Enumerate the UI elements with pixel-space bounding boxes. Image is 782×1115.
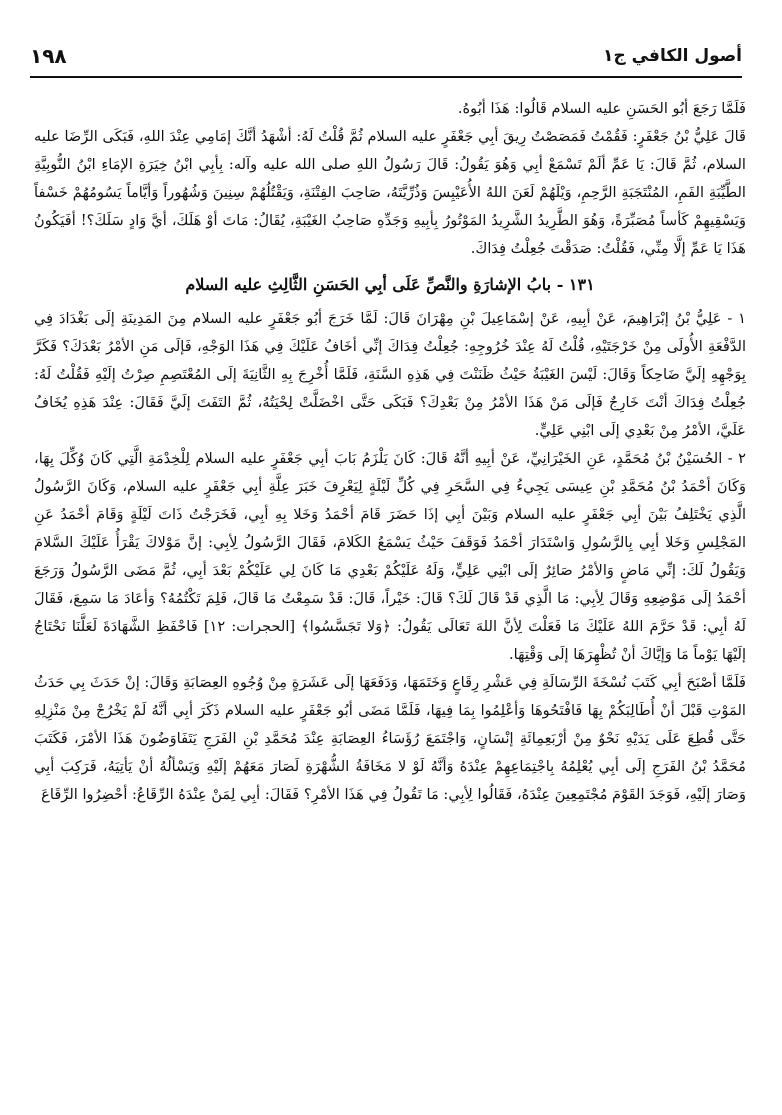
paragraph: فَلَمَّا رَجَعَ أبُو الحَسَنِ عليه السلام قَالُوا: هَذَا أبُوهُ.	[457, 100, 746, 117]
page-body	[34, 95, 746, 809]
chapter-heading: ١٣١ - بابُ الإشارَةِ والنَّصِّ عَلَى أبِي الحَسَنِ الثَّالِثِ عليه السلام	[185, 275, 595, 294]
paragraph: فَلَمَّا أصْبَحَ أبِي كَتَبَ نُسْخَةَ الرِّسَالَةِ فِي عَشْرِ رِقَاعٍ وَخَتَمَهَا، وَدَفَعَهَا إلَى عَشَرَةٍ مِنْ وُجُوهِ العِصَابَةِ وَقَالَ: إنْ حَدَثَ بِي حَدَثُ المَوْتِ قَبْلَ أنْ أُطَالِبَكُمْ بِهَا فَافْتَحُوهَا وَأعْلِمُوا بِمَا فِيهَا، فَلَمَّا مَضَى أبُو جَعْفَرٍ عليه السلام ذَكَرَ أبِي أنَّهُ لَمْ يَخْرُجْ مِنْ مَنْزِلِهِ حَتَّى قُطِعَ عَلَى يَدَيْهِ نَحْوٌ مِنْ أرْبَعِمِائَةِ إنْسَانٍ، وَاجْتَمَعَ رُؤَسَاءُ العِصَابَةِ عِنْدَ مُحَمَّدِ بْنِ الفَرَجِ يَتَفَاوَضُونَ هَذَا الأمْرَ، فَكَتَبَ مُحَمَّدُ بْنُ الفَرَجِ إلَى أبِي يُعْلِمُهُ بِاجْتِمَاعِهِمْ عِنْدَهُ وَأنَّهُ لَوْ لا مَخَافَةُ الشُّهْرَةِ لَصَارَ مَعَهُمْ إلَيْهِ وَيَسْألُهُ أنْ يَأتِيَهُ، فَرَكِبَ أبِي وَصَارَ إلَيْهِ، فَوَجَدَ القَوْمَ مُجْتَمِعِينَ عِنْدَهُ، فَقَالُوا لِأبِي: مَا تَقُولُ فِي هَذَا الأمْرِ؟ فَقَالَ: أبِي لِمَنْ عِنْدَهُ الرِّقَاعُ: أحْضِرُوا الرِّقَاعَ	[34, 674, 746, 803]
paragraph: ١ - عَلِيُّ بْنُ إبْرَاهِيمَ، عَنْ أبِيهِ، عَنْ إسْمَاعِيلَ بْنِ مِهْرَانَ قَالَ: لَمَّا خَرَجَ أبُو جَعْفَرٍ عليه السلام مِنَ المَدِينَةِ إلَى بَغْدَادَ فِي الدَّفْعَةِ الأُولَى مِنْ خَرْجَتَيْهِ، قُلْتُ لَهُ عِنْدَ خُرُوجِهِ: جُعِلْتُ فِدَاكَ إنِّي أخَافُ عَلَيْكَ فِي هَذَا الوَجْهِ، فَإلَى مَنِ الأمْرُ بَعْدَكَ؟ فَكَرَّ بِوَجْهِهِ إلَيَّ ضَاحِكاً وَقَالَ: لَيْسَ الغَيْبَةُ حَيْثُ ظَنَنْتَ فِي هَذِهِ السَّنَةِ، فَلَمَّا أُخْرِجَ بِهِ الثَّانِيَةَ إلَى المُعْتَصِمِ صِرْتُ إلَيْهِ فَقُلْتُ لَهُ: جُعِلْتُ فِدَاكَ أنْتَ خَارِجٌ فَإلَى مَنْ هَذَا الأمْرُ مِنْ بَعْدِكَ؟ فَبَكَى حَتَّى اخْضَلَّتْ لِحْيَتُهُ، ثُمَّ التَفَتَ إلَيَّ فَقَالَ: عِنْدَ هَذِهِ يُخَافُ عَلَيَّ، الأمْرُ مِنْ بَعْدِي إلَى ابْنِي عَلِيٍّ.	[34, 310, 746, 439]
paragraph: ٢ - الحُسَيْنُ بْنُ مُحَمَّدٍ، عَنِ الخَيْرَانِيِّ، عَنْ أبِيهِ أنَّهُ قَالَ: كَانَ يَلْزَمُ بَابَ أبِي جَعْفَرٍ عليه السلام لِلْخِدْمَةِ الَّتِي كَانَ وُكِّلَ بِهَا، وَكَانَ أحْمَدُ بْنُ مُحَمَّدِ بْنِ عِيسَى يَجِيءُ فِي السَّحَرِ فِي كُلِّ لَيْلَةٍ لِيَعْرِفَ خَبَرَ عِلَّةِ أبِي جَعْفَرٍ عليه السلام، وَكَانَ الرَّسُولُ الَّذِي يَخْتَلِفُ بَيْنَ أبِي جَعْفَرٍ عليه السلام وَبَيْنَ أبِي إذَا حَضَرَ قَامَ أحْمَدُ وَخَلا بِهِ أبِي، فَخَرَجْتُ ذَاتَ لَيْلَةٍ وَقَامَ أحْمَدُ عَنِ المَجْلِسِ وَخَلا أبِي بِالرَّسُولِ وَاسْتَدَارَ أحْمَدُ فَوَقَفَ حَيْثُ يَسْمَعُ الكَلامَ، فَقَالَ الرَّسُولُ لِأبِي: إنَّ مَوْلاكَ يَقْرَأُ عَلَيْكَ السَّلامَ وَيَقُولُ لَكَ: إنِّي مَاضٍ وَالأمْرُ صَائِرٌ إلَى ابْنِي عَلِيٍّ، وَلَهُ عَلَيْكُمْ بَعْدِي مَا كَانَ لِي عَلَيْكُمْ بَعْدَ أبِي، ثُمَّ مَضَى الرَّسُولُ وَرَجَعَ أحْمَدُ إلَى مَوْضِعِهِ وَقَالَ لِأبِي: مَا الَّذِي قَدْ قَالَ لَكَ؟ قَالَ: خَيْراً، قَالَ: قَدْ سَمِعْتُ مَا قَالَ، فَلِمَ تَكْتُمُهُ؟ وَأعَادَ مَا سَمِعَ، فَقَالَ لَهُ أبِي: قَدْ حَرَّمَ اللهُ عَلَيْكَ مَا فَعَلْتَ لِأنَّ اللهَ تَعَالَى يَقُولُ: ﴿وَلا تَجَسَّسُوا﴾ [الحجرات: ١٢] فَاحْفَظِ الشَّهَادَةَ لَعَلَّنَا نَحْتَاجُ إلَيْهَا يَوْماً مَا وَإيَّاكَ أنْ تُظْهِرَهَا إلَى وَقْتِهَا.	[34, 450, 746, 663]
paragraph: قَالَ عَلِيُّ بْنُ جَعْفَرٍ: فَقُمْتُ فَمَصَصْتُ رِيقَ أبِي جَعْفَرٍ عليه السلام ثُمَّ قُلْتُ لَهُ: أشْهَدُ أنَّكَ إمَامِي عِنْدَ اللهِ، فَبَكَى الرِّضَا عليه السلام، ثُمَّ قَالَ: يَا عَمِّ ألَمْ تَسْمَعْ أبِي وَهُوَ يَقُولُ: قَالَ رَسُولُ اللهِ صلى الله عليه وآله: بِأبِي ابْنُ خِيَرَةِ الإمَاءِ ابْنُ النُّوبِيَّةِ الطَّيِّبَةِ الفَمِ، المُنْتَجَبَةِ الرَّحِمِ، وَيْلَهُمْ لَعَنَ اللهُ الأُعَيْبِسَ وَذُرِّيَّتَهُ، صَاحِبَ الفِتْنَةِ، وَيَقْتُلُهُمْ سِنِينَ وَشُهُوراً وَأيَّاماً يَسُومُهُمْ خَسْفاً وَيَسْقِيهِمْ كَأساً مُصَبِّرَةً، وَهُوَ الطَّرِيدُ الشَّرِيدُ المَوْتُورُ بِأبِيهِ وَجَدِّهِ صَاحِبُ الغَيْبَةِ، يُقَالُ: مَاتَ أوْ هَلَكَ، أيَّ وَادٍ سَلَكَ؟! أفَيَكُونُ هَذَا يَا عَمِّ إلَّا مِنِّي، فَقُلْتُ: صَدَقْتَ جُعِلْتُ فِدَاكَ.	[34, 128, 746, 257]
page-number: ١٩٨	[30, 44, 67, 68]
book-title: أصول الكافي ج١	[603, 46, 742, 66]
running-header	[30, 36, 742, 76]
header-rule	[30, 76, 742, 78]
